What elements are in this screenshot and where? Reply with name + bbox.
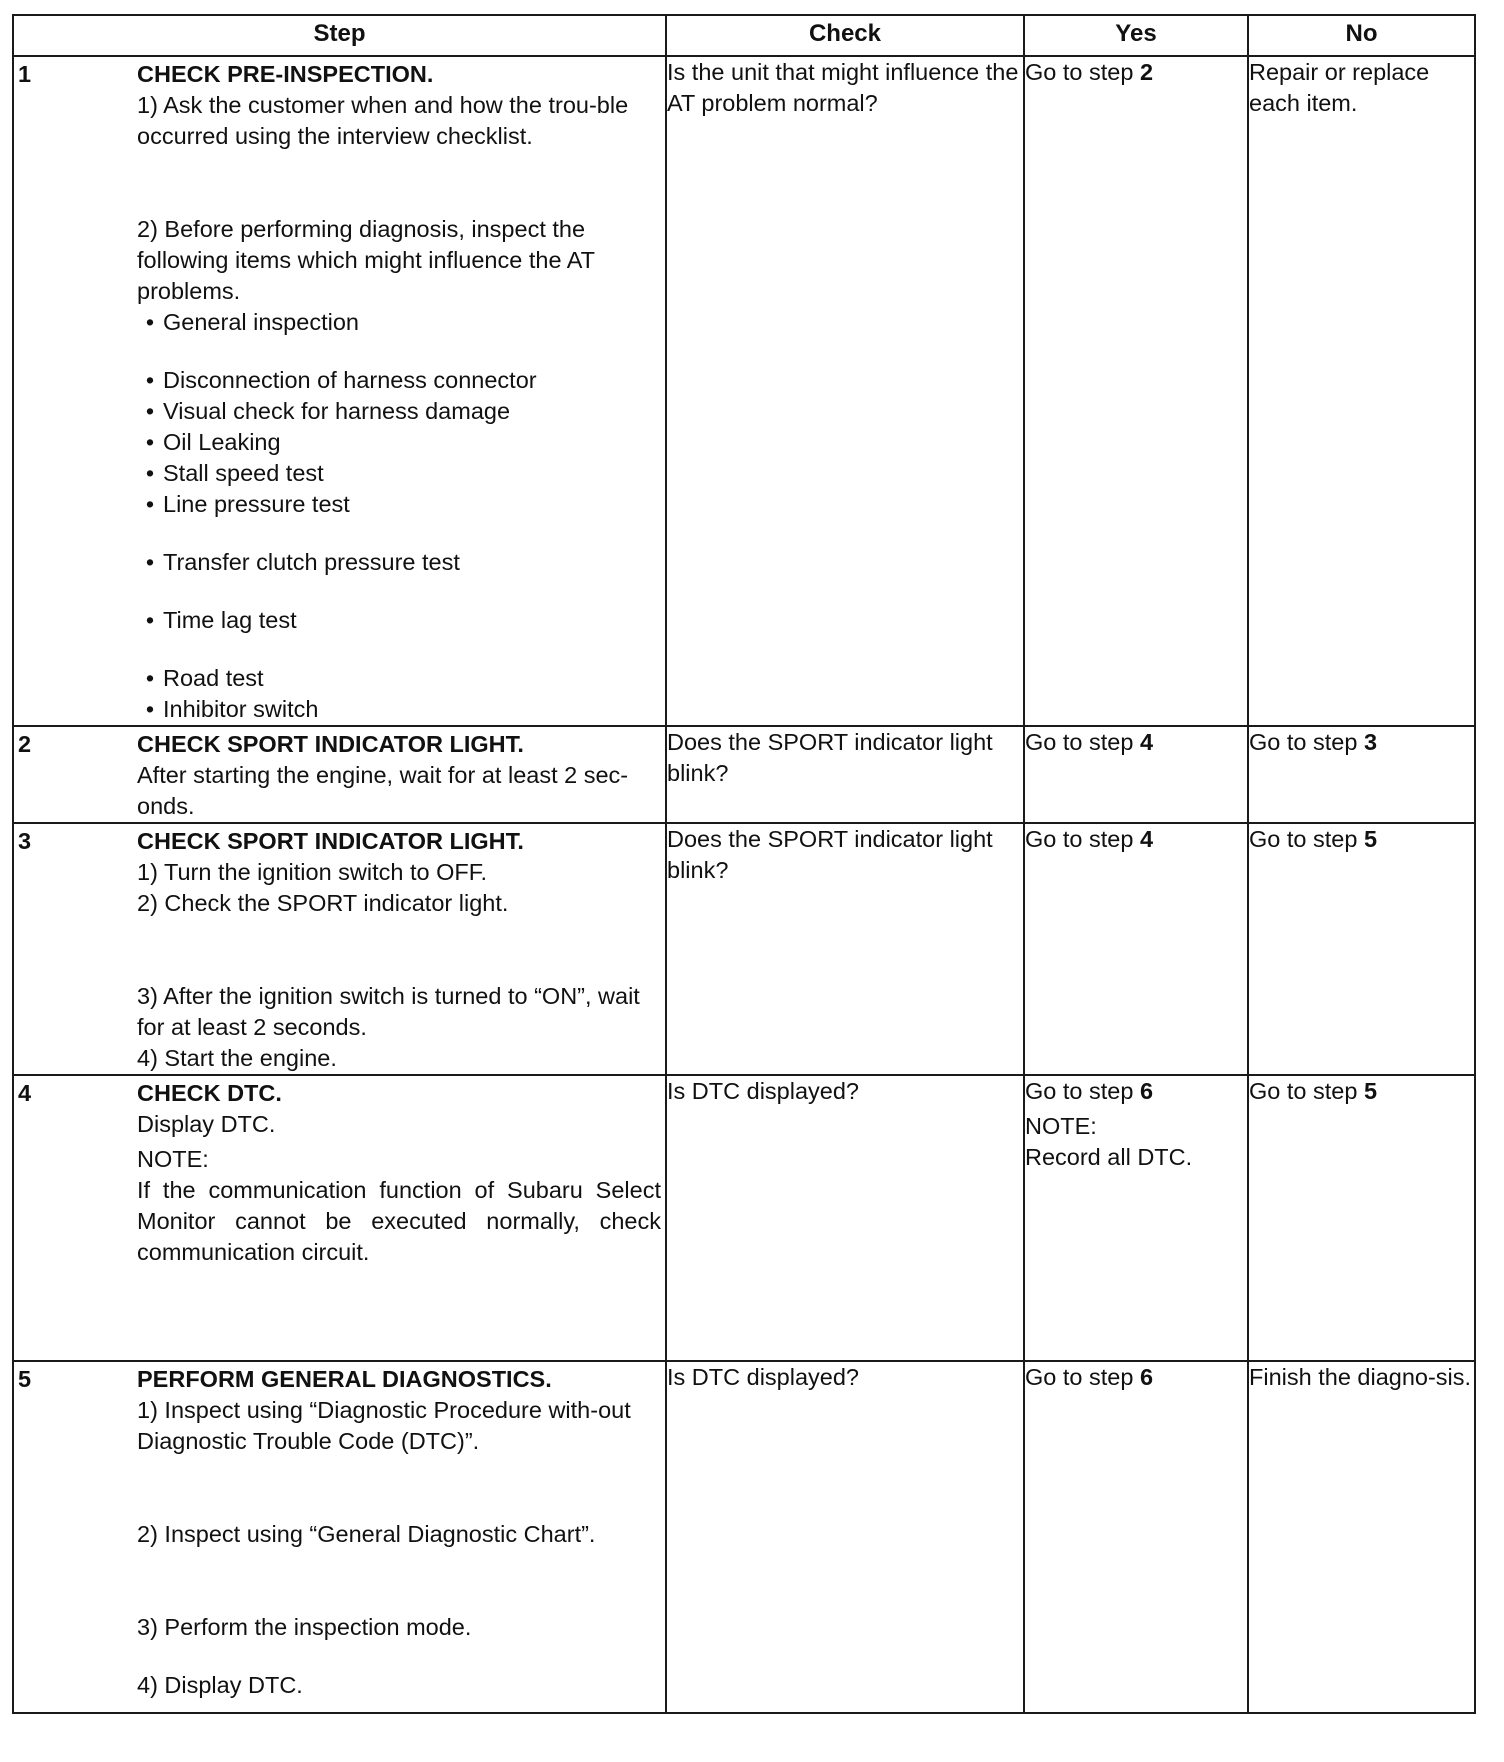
- bullet-item: • Time lag test: [145, 607, 297, 633]
- check-cell-4: Is DTC displayed?: [666, 1075, 1024, 1361]
- note-label: NOTE:: [1025, 1113, 1097, 1139]
- no-cell-4: Go to step 5: [1248, 1075, 1475, 1361]
- step-instruction: After starting the engine, wait for at least 2 sec-onds.: [137, 762, 629, 819]
- yes-step-ref: 6: [1139, 1364, 1154, 1390]
- step-instruction: Display DTC.: [137, 1111, 276, 1137]
- bullet-item: • Visual check for harness damage: [145, 398, 511, 424]
- bullet-item: • Road test: [145, 665, 264, 691]
- no-step-ref: 3: [1363, 729, 1378, 755]
- step-instruction: 4) Start the engine.: [137, 1045, 337, 1071]
- step-instruction: 1) Turn the ignition switch to OFF.: [137, 859, 488, 885]
- bullet-item: • Oil Leaking: [145, 429, 281, 455]
- bullet-item: • Disconnection of harness connector: [145, 367, 537, 393]
- no-cell-3: Go to step 5: [1248, 823, 1475, 1075]
- check-cell-5: Is DTC displayed?: [666, 1361, 1024, 1713]
- yes-cell-4: Go to step 6 NOTE: Record all DTC.: [1024, 1075, 1248, 1361]
- step-title: PERFORM GENERAL DIAGNOSTICS.: [137, 1366, 552, 1392]
- no-step-ref: 5: [1363, 1078, 1378, 1104]
- yes-step-ref: 2: [1139, 59, 1154, 85]
- check-cell-1: Is the unit that might influence the AT problem normal?: [666, 56, 1024, 726]
- step-cell-5: [13, 1361, 666, 1713]
- no-cell-5: Finish the diagno-sis.: [1248, 1361, 1475, 1713]
- step-instruction: 3) After the ignition switch is turned to “ON”, wait for at least 2 seconds.: [137, 983, 640, 1040]
- note-label: NOTE:: [137, 1146, 209, 1172]
- table-row-step-2: [13, 726, 1475, 823]
- step-instruction: 4) Display DTC.: [137, 1672, 303, 1698]
- yes-step-ref: 6: [1139, 1078, 1154, 1104]
- step-title: CHECK SPORT INDICATOR LIGHT.: [137, 731, 524, 757]
- check-cell-2: Does the SPORT indicator light blink?: [666, 726, 1024, 823]
- yes-cell-5: Go to step 6: [1024, 1361, 1248, 1713]
- check-cell-3: Does the SPORT indicator light blink?: [666, 823, 1024, 1075]
- bullet-item: • Inhibitor switch: [145, 696, 319, 722]
- note-text: If the communication function of Subaru Select Monitor cannot be executed normally, check communication circuit.: [137, 1177, 661, 1265]
- step-instruction: 3) Perform the inspection mode.: [137, 1614, 472, 1640]
- step-title: CHECK PRE-INSPECTION.: [137, 61, 434, 87]
- header-step: Step: [13, 15, 666, 56]
- step-cell-2: [13, 726, 666, 823]
- step-cell-1: [13, 56, 666, 726]
- table-row-step-5: [13, 1361, 1475, 1713]
- step-instruction: 1) Ask the customer when and how the trou-ble occurred using the interview checklist.: [137, 92, 629, 149]
- step-number: 3: [18, 828, 32, 854]
- bullet-item: • Stall speed test: [145, 460, 324, 486]
- step-number: 5: [18, 1366, 32, 1392]
- table-row-step-1: [13, 56, 1475, 726]
- step-number: 1: [18, 61, 32, 87]
- yes-cell-1: Go to step 2: [1024, 56, 1248, 726]
- header-yes: Yes: [1024, 15, 1248, 56]
- yes-step-ref: 4: [1139, 826, 1154, 852]
- step-number: 2: [18, 731, 32, 757]
- step-instruction: 1) Inspect using “Diagnostic Procedure with-out Diagnostic Trouble Code (DTC)”.: [137, 1397, 631, 1454]
- no-cell-1: Repair or replace each item.: [1248, 56, 1475, 726]
- table-header-row: [13, 15, 1475, 56]
- no-step-ref: 5: [1363, 826, 1378, 852]
- note-text: Record all DTC.: [1025, 1144, 1193, 1170]
- diagnostic-procedure-table: [12, 14, 1476, 1714]
- table-row-step-4: [13, 1075, 1475, 1361]
- bullet-item: • General inspection: [145, 309, 359, 335]
- header-no: No: [1248, 15, 1475, 56]
- header-check: Check: [666, 15, 1024, 56]
- bullet-item: • Line pressure test: [145, 491, 350, 517]
- yes-step-ref: 4: [1139, 729, 1154, 755]
- table-row-step-3: [13, 823, 1475, 1075]
- step-instruction: 2) Check the SPORT indicator light.: [137, 890, 509, 916]
- yes-cell-3: Go to step 4: [1024, 823, 1248, 1075]
- step-title: CHECK DTC.: [137, 1080, 282, 1106]
- step-number: 4: [18, 1080, 32, 1106]
- step-title: CHECK SPORT INDICATOR LIGHT.: [137, 828, 524, 854]
- step-cell-3: [13, 823, 666, 1075]
- no-cell-2: Go to step 3: [1248, 726, 1475, 823]
- step-cell-4: [13, 1075, 666, 1361]
- yes-cell-2: Go to step 4: [1024, 726, 1248, 823]
- bullet-item: • Transfer clutch pressure test: [145, 549, 460, 575]
- step-instruction: 2) Inspect using “General Diagnostic Chart”.: [137, 1521, 596, 1547]
- step-instruction: 2) Before performing diagnosis, inspect the following items which might influence the AT problems.: [137, 216, 595, 304]
